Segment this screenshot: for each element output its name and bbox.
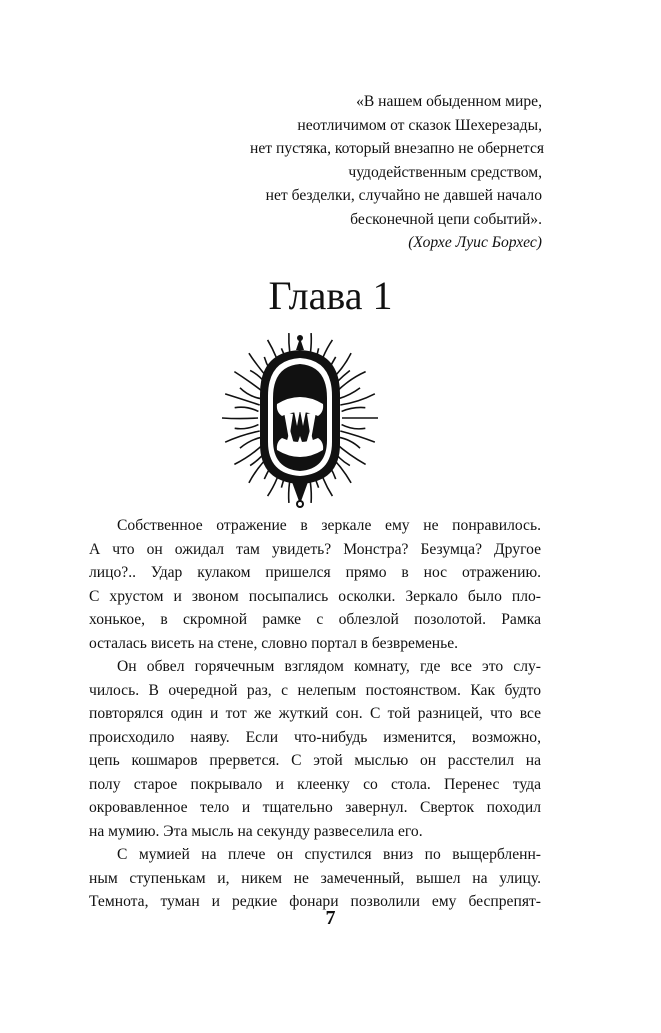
body-line: полу старое покрывало и клеенку со стола. Перенес туда xyxy=(89,775,541,793)
body-line: С хрустом и звоном посыпались осколки. Зеркало было пло- xyxy=(89,587,541,605)
body-line: на мумию. Эта мысль на секунду развеселила его. xyxy=(89,822,423,840)
ornament-ray xyxy=(235,407,259,411)
ornament-ray xyxy=(235,425,259,429)
body-line: А что он ожидал там увидеть? Монстра? Безумца? Другое xyxy=(89,540,541,558)
page-number: 7 xyxy=(325,907,336,929)
epigraph xyxy=(250,90,545,255)
ornament-ray xyxy=(340,431,375,442)
ornament-ray xyxy=(342,425,366,429)
body-line: Собственное отражение в зеркале ему не понравилось. xyxy=(117,517,541,534)
ornament-ray xyxy=(338,437,360,448)
body-line: чилось. В очередной раз, с нелепым постоянством. Как будто xyxy=(89,681,541,699)
body-line: происходило наяву. Если что-нибудь изменится, возможно, xyxy=(89,728,541,746)
body-line: Темнота, туман и редкие фонари позволили ему беспрепят- xyxy=(89,893,541,910)
ornament-ray xyxy=(225,394,260,405)
epigraph-line: «В нашем обыденном мире, xyxy=(356,93,542,110)
ornament-ray xyxy=(338,388,360,399)
body-line: повторялся один и тот же жуткий сон. С той разницей, что все xyxy=(89,705,541,722)
ornament-ray xyxy=(222,418,258,419)
epigraph-line: бесконечной цепи событий». xyxy=(350,210,542,228)
mirror-with-fanged-mouth-icon xyxy=(220,332,380,512)
epigraph-attribution: (Хорхе Луис Борхес) xyxy=(408,234,542,251)
ornament-ray xyxy=(240,388,262,399)
chapter-ornament xyxy=(220,332,380,512)
epigraph-line: нет безделки, случайно не давшей начало xyxy=(265,187,542,204)
epigraph-line: чудодейственным средством, xyxy=(348,163,542,181)
body-text xyxy=(89,514,541,914)
epigraph-line: неотличимом от сказок Шехерезады, xyxy=(297,116,542,134)
body-line: цепь кошмаров прервется. С этой мыслью он расстелил на xyxy=(89,752,541,769)
chapter-title: Глава 1 xyxy=(268,273,393,318)
body-line: ным ступенькам и, никем не замеченный, вышел на улицу. xyxy=(89,869,541,887)
body-line: хонькое, в скромной рамке с облезлой позолотой. Рамка xyxy=(89,611,541,628)
body-line: лицо?.. Удар кулаком пришелся прямо в нос отражению. xyxy=(89,564,541,581)
ornament-ray xyxy=(225,431,260,442)
epigraph-line: нет пустяка, который внезапно не обернется xyxy=(250,140,545,157)
body-line: окровавленное тело и тщательно завернул. Сверток походил xyxy=(89,799,541,816)
ornament-ray xyxy=(240,437,262,448)
body-line: С мумией на плече он спустился вниз по выщербленн- xyxy=(117,846,541,863)
ornament-ray xyxy=(342,407,366,411)
body-line: осталась висеть на стене, словно портал в безвременье. xyxy=(89,634,459,652)
body-line: Он обвел горячечным взглядом комнату, где все это слу- xyxy=(117,658,541,675)
